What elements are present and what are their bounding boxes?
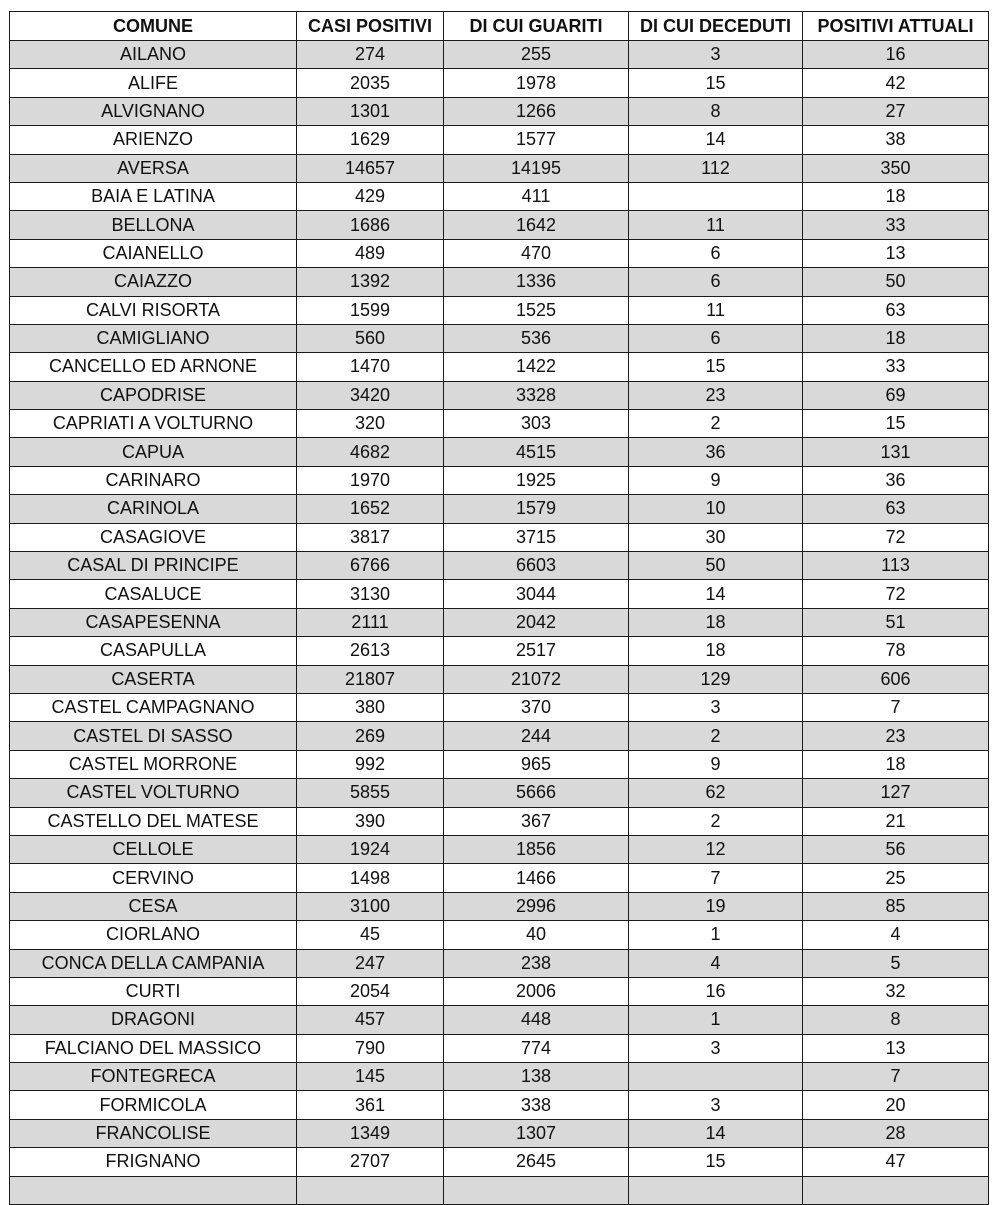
di-cui-deceduti-cell: 3 — [629, 1034, 803, 1062]
di-cui-guariti-cell: 1525 — [444, 296, 629, 324]
casi-positivi-cell: 1599 — [297, 296, 444, 324]
table-row — [10, 779, 989, 807]
positivi-attuali-cell: 42 — [803, 69, 989, 97]
positivi-attuali-cell: 33 — [803, 353, 989, 381]
positivi-attuali-cell: 51 — [803, 608, 989, 636]
positivi-attuali-cell: 32 — [803, 977, 989, 1005]
casi-positivi-cell: 2707 — [297, 1148, 444, 1176]
comune-cell — [10, 1176, 297, 1204]
table-row — [10, 154, 989, 182]
casi-positivi-cell: 274 — [297, 41, 444, 69]
casi-positivi-cell: 1392 — [297, 268, 444, 296]
di-cui-guariti-cell: 2996 — [444, 892, 629, 920]
di-cui-deceduti-cell: 2 — [629, 410, 803, 438]
di-cui-deceduti-cell: 11 — [629, 296, 803, 324]
comune-cell: CERVINO — [10, 864, 297, 892]
di-cui-guariti-cell: 1307 — [444, 1119, 629, 1147]
casi-positivi-cell: 1498 — [297, 864, 444, 892]
casi-positivi-cell: 790 — [297, 1034, 444, 1062]
casi-positivi-cell: 1470 — [297, 353, 444, 381]
di-cui-guariti-cell: 3044 — [444, 580, 629, 608]
di-cui-deceduti-cell: 6 — [629, 239, 803, 267]
di-cui-guariti-cell: 1466 — [444, 864, 629, 892]
table-header — [10, 12, 989, 41]
table-row — [10, 1148, 989, 1176]
di-cui-guariti-cell: 1642 — [444, 211, 629, 239]
comune-cell: FORMICOLA — [10, 1091, 297, 1119]
comune-cell: CASERTA — [10, 665, 297, 693]
comune-cell: CASTEL VOLTURNO — [10, 779, 297, 807]
positivi-attuali-cell: 18 — [803, 182, 989, 210]
table-row — [10, 807, 989, 835]
casi-positivi-cell: 2613 — [297, 637, 444, 665]
positivi-attuali-cell: 50 — [803, 268, 989, 296]
di-cui-guariti-cell: 338 — [444, 1091, 629, 1119]
di-cui-guariti-cell: 3715 — [444, 523, 629, 551]
comune-cell: CAMIGLIANO — [10, 324, 297, 352]
positivi-attuali-cell: 63 — [803, 495, 989, 523]
comune-cell: FRANCOLISE — [10, 1119, 297, 1147]
positivi-attuali-cell: 28 — [803, 1119, 989, 1147]
table-row — [10, 69, 989, 97]
positivi-attuali-cell: 127 — [803, 779, 989, 807]
table-row — [10, 1006, 989, 1034]
table-row — [10, 495, 989, 523]
table-row — [10, 608, 989, 636]
comune-cell: CANCELLO ED ARNONE — [10, 353, 297, 381]
comune-cell: CASTEL MORRONE — [10, 750, 297, 778]
di-cui-guariti-cell: 2006 — [444, 977, 629, 1005]
comune-cell: CARINOLA — [10, 495, 297, 523]
table-row — [10, 126, 989, 154]
di-cui-guariti-cell: 2517 — [444, 637, 629, 665]
di-cui-guariti-cell: 411 — [444, 182, 629, 210]
comune-cell: BELLONA — [10, 211, 297, 239]
comune-cell: CESA — [10, 892, 297, 920]
casi-positivi-cell: 429 — [297, 182, 444, 210]
di-cui-guariti-cell: 1856 — [444, 835, 629, 863]
positivi-attuali-cell: 7 — [803, 1063, 989, 1091]
casi-positivi-cell: 320 — [297, 410, 444, 438]
positivi-attuali-cell: 18 — [803, 324, 989, 352]
table-row — [10, 949, 989, 977]
positivi-attuali-cell: 7 — [803, 693, 989, 721]
casi-positivi-cell: 21807 — [297, 665, 444, 693]
positivi-attuali-cell: 36 — [803, 466, 989, 494]
table-row — [10, 211, 989, 239]
di-cui-deceduti-cell: 12 — [629, 835, 803, 863]
positivi-attuali-cell: 13 — [803, 239, 989, 267]
header-di-cui-guariti: DI CUI GUARITI — [444, 12, 629, 41]
casi-positivi-cell: 1686 — [297, 211, 444, 239]
positivi-attuali-cell: 72 — [803, 580, 989, 608]
table-row — [10, 97, 989, 125]
casi-positivi-cell: 560 — [297, 324, 444, 352]
comune-cell: DRAGONI — [10, 1006, 297, 1034]
casi-positivi-cell: 14657 — [297, 154, 444, 182]
casi-positivi-cell: 1629 — [297, 126, 444, 154]
di-cui-guariti-cell: 138 — [444, 1063, 629, 1091]
positivi-attuali-cell: 13 — [803, 1034, 989, 1062]
table-row — [10, 750, 989, 778]
comune-cell: CAIAZZO — [10, 268, 297, 296]
di-cui-deceduti-cell: 30 — [629, 523, 803, 551]
table-row — [10, 41, 989, 69]
casi-positivi-cell: 5855 — [297, 779, 444, 807]
positivi-attuali-cell — [803, 1176, 989, 1204]
table-row — [10, 580, 989, 608]
casi-positivi-cell: 2111 — [297, 608, 444, 636]
casi-positivi-cell: 3100 — [297, 892, 444, 920]
di-cui-guariti-cell: 303 — [444, 410, 629, 438]
di-cui-guariti-cell: 1336 — [444, 268, 629, 296]
di-cui-guariti-cell: 1978 — [444, 69, 629, 97]
casi-positivi-cell: 2054 — [297, 977, 444, 1005]
table-row — [10, 353, 989, 381]
di-cui-deceduti-cell: 3 — [629, 1091, 803, 1119]
di-cui-deceduti-cell: 50 — [629, 552, 803, 580]
positivi-attuali-cell: 16 — [803, 41, 989, 69]
di-cui-deceduti-cell: 18 — [629, 637, 803, 665]
casi-positivi-cell: 3817 — [297, 523, 444, 551]
di-cui-deceduti-cell: 16 — [629, 977, 803, 1005]
casi-positivi-cell: 145 — [297, 1063, 444, 1091]
header-comune: COMUNE — [10, 12, 297, 41]
table-row — [10, 637, 989, 665]
di-cui-deceduti-cell: 7 — [629, 864, 803, 892]
di-cui-deceduti-cell: 23 — [629, 381, 803, 409]
comune-cell: CASAGIOVE — [10, 523, 297, 551]
di-cui-guariti-cell: 14195 — [444, 154, 629, 182]
di-cui-deceduti-cell — [629, 1063, 803, 1091]
header-casi-positivi: CASI POSITIVI — [297, 12, 444, 41]
di-cui-deceduti-cell: 14 — [629, 126, 803, 154]
casi-positivi-cell: 1652 — [297, 495, 444, 523]
di-cui-deceduti-cell: 129 — [629, 665, 803, 693]
table-row — [10, 410, 989, 438]
positivi-attuali-cell: 78 — [803, 637, 989, 665]
table-row — [10, 268, 989, 296]
di-cui-deceduti-cell: 9 — [629, 750, 803, 778]
table-row — [10, 1063, 989, 1091]
comune-cell: CASTEL DI SASSO — [10, 722, 297, 750]
casi-positivi-cell: 457 — [297, 1006, 444, 1034]
comune-cell: CELLOLE — [10, 835, 297, 863]
di-cui-guariti-cell: 255 — [444, 41, 629, 69]
table-row — [10, 693, 989, 721]
table-row — [10, 296, 989, 324]
casi-positivi-cell — [297, 1176, 444, 1204]
table-row — [10, 665, 989, 693]
di-cui-deceduti-cell: 14 — [629, 1119, 803, 1147]
di-cui-guariti-cell: 367 — [444, 807, 629, 835]
comune-cell: CAPRIATI A VOLTURNO — [10, 410, 297, 438]
table-row — [10, 1176, 989, 1204]
comune-cell: FONTEGRECA — [10, 1063, 297, 1091]
positivi-attuali-cell: 21 — [803, 807, 989, 835]
di-cui-guariti-cell: 1577 — [444, 126, 629, 154]
comune-cell: CARINARO — [10, 466, 297, 494]
casi-positivi-cell: 1970 — [297, 466, 444, 494]
comune-cell: ALIFE — [10, 69, 297, 97]
di-cui-guariti-cell: 1579 — [444, 495, 629, 523]
positivi-attuali-cell: 33 — [803, 211, 989, 239]
casi-positivi-cell: 6766 — [297, 552, 444, 580]
positivi-attuali-cell: 27 — [803, 97, 989, 125]
di-cui-deceduti-cell: 4 — [629, 949, 803, 977]
comune-cell: BAIA E LATINA — [10, 182, 297, 210]
casi-positivi-cell: 247 — [297, 949, 444, 977]
di-cui-deceduti-cell: 15 — [629, 353, 803, 381]
di-cui-deceduti-cell: 2 — [629, 722, 803, 750]
di-cui-guariti-cell: 3328 — [444, 381, 629, 409]
table-row — [10, 1034, 989, 1062]
di-cui-deceduti-cell: 10 — [629, 495, 803, 523]
comune-cell: CAPODRISE — [10, 381, 297, 409]
di-cui-deceduti-cell: 9 — [629, 466, 803, 494]
header-di-cui-deceduti: DI CUI DECEDUTI — [629, 12, 803, 41]
comune-cell: CAPUA — [10, 438, 297, 466]
positivi-attuali-cell: 63 — [803, 296, 989, 324]
di-cui-deceduti-cell: 8 — [629, 97, 803, 125]
di-cui-guariti-cell: 1422 — [444, 353, 629, 381]
header-row — [10, 12, 989, 41]
table-body — [10, 41, 989, 1205]
di-cui-deceduti-cell: 15 — [629, 69, 803, 97]
di-cui-guariti-cell: 2645 — [444, 1148, 629, 1176]
table-row — [10, 1119, 989, 1147]
di-cui-guariti-cell: 244 — [444, 722, 629, 750]
positivi-attuali-cell: 85 — [803, 892, 989, 920]
casi-positivi-cell: 3130 — [297, 580, 444, 608]
casi-positivi-cell: 2035 — [297, 69, 444, 97]
di-cui-guariti-cell — [444, 1176, 629, 1204]
casi-positivi-cell: 4682 — [297, 438, 444, 466]
positivi-attuali-cell: 72 — [803, 523, 989, 551]
di-cui-guariti-cell: 965 — [444, 750, 629, 778]
table-row — [10, 239, 989, 267]
di-cui-deceduti-cell: 1 — [629, 1006, 803, 1034]
comune-cell: FALCIANO DEL MASSICO — [10, 1034, 297, 1062]
table-row — [10, 381, 989, 409]
casi-positivi-cell: 992 — [297, 750, 444, 778]
covid-cases-table — [9, 11, 989, 1205]
positivi-attuali-cell: 113 — [803, 552, 989, 580]
comune-cell: AILANO — [10, 41, 297, 69]
di-cui-deceduti-cell: 2 — [629, 807, 803, 835]
positivi-attuali-cell: 38 — [803, 126, 989, 154]
casi-positivi-cell: 1301 — [297, 97, 444, 125]
table-row — [10, 182, 989, 210]
positivi-attuali-cell: 20 — [803, 1091, 989, 1119]
positivi-attuali-cell: 47 — [803, 1148, 989, 1176]
positivi-attuali-cell: 4 — [803, 921, 989, 949]
table-row — [10, 722, 989, 750]
di-cui-deceduti-cell: 62 — [629, 779, 803, 807]
positivi-attuali-cell: 131 — [803, 438, 989, 466]
positivi-attuali-cell: 15 — [803, 410, 989, 438]
comune-cell: CALVI RISORTA — [10, 296, 297, 324]
positivi-attuali-cell: 18 — [803, 750, 989, 778]
table-row — [10, 835, 989, 863]
comune-cell: CASTEL CAMPAGNANO — [10, 693, 297, 721]
comune-cell: FRIGNANO — [10, 1148, 297, 1176]
positivi-attuali-cell: 69 — [803, 381, 989, 409]
comune-cell: CASAPULLA — [10, 637, 297, 665]
di-cui-deceduti-cell: 11 — [629, 211, 803, 239]
di-cui-guariti-cell: 536 — [444, 324, 629, 352]
comune-cell: CASAPESENNA — [10, 608, 297, 636]
di-cui-guariti-cell: 470 — [444, 239, 629, 267]
casi-positivi-cell: 1924 — [297, 835, 444, 863]
di-cui-guariti-cell: 2042 — [444, 608, 629, 636]
di-cui-deceduti-cell: 1 — [629, 921, 803, 949]
comune-cell: AVERSA — [10, 154, 297, 182]
comune-cell: CURTI — [10, 977, 297, 1005]
di-cui-deceduti-cell — [629, 182, 803, 210]
di-cui-guariti-cell: 1925 — [444, 466, 629, 494]
di-cui-guariti-cell: 5666 — [444, 779, 629, 807]
comune-cell: ARIENZO — [10, 126, 297, 154]
di-cui-deceduti-cell: 6 — [629, 324, 803, 352]
comune-cell: CASAL DI PRINCIPE — [10, 552, 297, 580]
di-cui-guariti-cell: 238 — [444, 949, 629, 977]
table-row — [10, 523, 989, 551]
di-cui-guariti-cell: 21072 — [444, 665, 629, 693]
di-cui-guariti-cell: 774 — [444, 1034, 629, 1062]
di-cui-guariti-cell: 6603 — [444, 552, 629, 580]
positivi-attuali-cell: 8 — [803, 1006, 989, 1034]
table-row — [10, 552, 989, 580]
di-cui-deceduti-cell: 112 — [629, 154, 803, 182]
casi-positivi-cell: 380 — [297, 693, 444, 721]
di-cui-deceduti-cell: 6 — [629, 268, 803, 296]
positivi-attuali-cell: 5 — [803, 949, 989, 977]
comune-cell: ALVIGNANO — [10, 97, 297, 125]
comune-cell: CASTELLO DEL MATESE — [10, 807, 297, 835]
di-cui-deceduti-cell: 36 — [629, 438, 803, 466]
casi-positivi-cell: 45 — [297, 921, 444, 949]
table-row — [10, 1091, 989, 1119]
comune-cell: CIORLANO — [10, 921, 297, 949]
di-cui-deceduti-cell: 19 — [629, 892, 803, 920]
casi-positivi-cell: 361 — [297, 1091, 444, 1119]
casi-positivi-cell: 269 — [297, 722, 444, 750]
di-cui-guariti-cell: 448 — [444, 1006, 629, 1034]
casi-positivi-cell: 390 — [297, 807, 444, 835]
table-row — [10, 921, 989, 949]
table-row — [10, 977, 989, 1005]
di-cui-deceduti-cell: 14 — [629, 580, 803, 608]
table-row — [10, 324, 989, 352]
casi-positivi-cell: 489 — [297, 239, 444, 267]
table-row — [10, 466, 989, 494]
di-cui-deceduti-cell: 3 — [629, 693, 803, 721]
header-positivi-attuali: POSITIVI ATTUALI — [803, 12, 989, 41]
di-cui-guariti-cell: 40 — [444, 921, 629, 949]
positivi-attuali-cell: 350 — [803, 154, 989, 182]
di-cui-deceduti-cell: 15 — [629, 1148, 803, 1176]
casi-positivi-cell: 3420 — [297, 381, 444, 409]
di-cui-deceduti-cell — [629, 1176, 803, 1204]
positivi-attuali-cell: 25 — [803, 864, 989, 892]
di-cui-guariti-cell: 1266 — [444, 97, 629, 125]
table-row — [10, 864, 989, 892]
di-cui-guariti-cell: 4515 — [444, 438, 629, 466]
table-row — [10, 892, 989, 920]
di-cui-guariti-cell: 370 — [444, 693, 629, 721]
positivi-attuali-cell: 56 — [803, 835, 989, 863]
positivi-attuali-cell: 23 — [803, 722, 989, 750]
comune-cell: CAIANELLO — [10, 239, 297, 267]
comune-cell: CASALUCE — [10, 580, 297, 608]
positivi-attuali-cell: 606 — [803, 665, 989, 693]
di-cui-deceduti-cell: 3 — [629, 41, 803, 69]
di-cui-deceduti-cell: 18 — [629, 608, 803, 636]
table-row — [10, 438, 989, 466]
comune-cell: CONCA DELLA CAMPANIA — [10, 949, 297, 977]
casi-positivi-cell: 1349 — [297, 1119, 444, 1147]
